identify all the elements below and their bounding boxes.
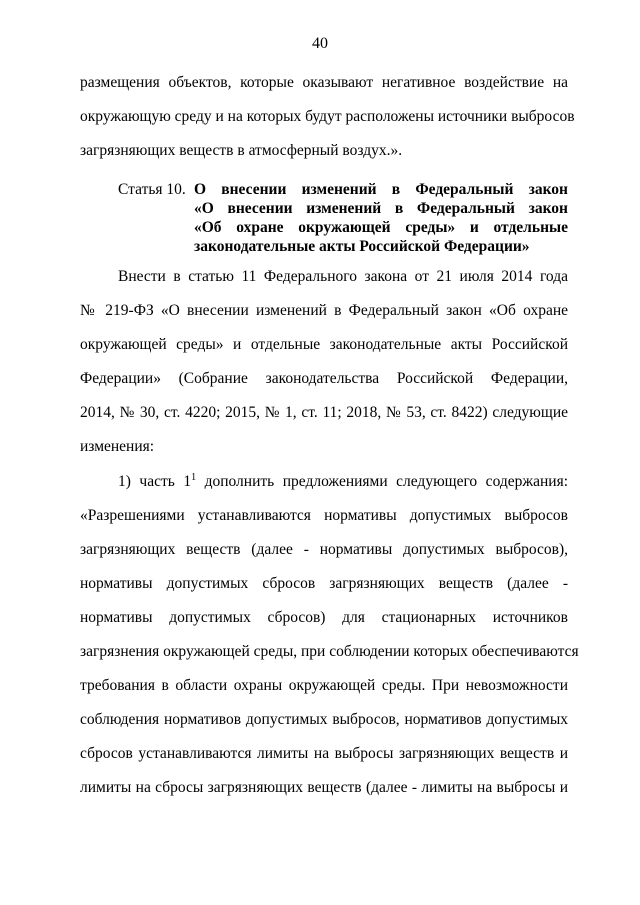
list-item-1 bbox=[118, 472, 568, 492]
text-line: окружающую среду и на которых будут расположены источники выбросов bbox=[80, 108, 575, 125]
page-number: 40 bbox=[312, 35, 328, 52]
text-line: № 219-ФЗ «О внесении изменений в Федеральный закон «Об охране bbox=[80, 302, 568, 319]
text-line: нормативы допустимых сбросов) для стационарных источников bbox=[80, 609, 568, 626]
item-prefix: 1) часть 1 bbox=[118, 473, 192, 490]
text-line: изменения: bbox=[80, 438, 155, 455]
text-line: «Разрешениями устанавливаются нормативы допустимых выбросов bbox=[80, 507, 568, 524]
text-line: требования в области охраны окружающей среды. При невозможности bbox=[80, 677, 568, 694]
text-line: 2014, № 30, ст. 4220; 2015, № 1, ст. 11; 2018, № 53, ст. 8422) следующие bbox=[80, 404, 568, 421]
article-title-line: законодательные акты Российской Федерации» bbox=[194, 238, 530, 255]
article-label: Статья 10. bbox=[118, 181, 186, 198]
text-line: загрязнения окружающей среды, при соблюдении которых обеспечиваются bbox=[80, 643, 579, 660]
text-line: Федерации» (Собрание законодательства Российской Федерации, bbox=[80, 370, 568, 387]
text-line: нормативы допустимых сбросов загрязняющих веществ (далее - bbox=[80, 575, 568, 592]
item-superscript: 1 bbox=[191, 471, 197, 483]
article-title-line: «Об охране окружающей среды» и отдельные bbox=[194, 219, 568, 236]
text-line: лимиты на сбросы загрязняющих веществ (далее - лимиты на выбросы и bbox=[80, 779, 568, 796]
article-title-line: О внесении изменений в Федеральный закон bbox=[194, 181, 568, 198]
text-line: Внести в статью 11 Федерального закона от 21 июля 2014 года bbox=[118, 268, 568, 285]
text-line: загрязняющих веществ (далее - нормативы допустимых выбросов), bbox=[80, 541, 568, 558]
text-line: окружающей среды» и отдельные законодательные акты Российской bbox=[80, 336, 568, 353]
article-title-line: «О внесении изменений в Федеральный закон bbox=[194, 200, 568, 217]
text-line: сбросов устанавливаются лимиты на выбросы загрязняющих веществ и bbox=[80, 745, 568, 762]
text-line: размещения объектов, которые оказывают негативное воздействие на bbox=[80, 74, 568, 91]
item-rest: дополнить предложениями следующего содержания: bbox=[196, 473, 569, 490]
text-line: соблюдения нормативов допустимых выбросов, нормативов допустимых bbox=[80, 711, 568, 728]
text-line: загрязняющих веществ в атмосферный воздух.». bbox=[80, 142, 403, 159]
